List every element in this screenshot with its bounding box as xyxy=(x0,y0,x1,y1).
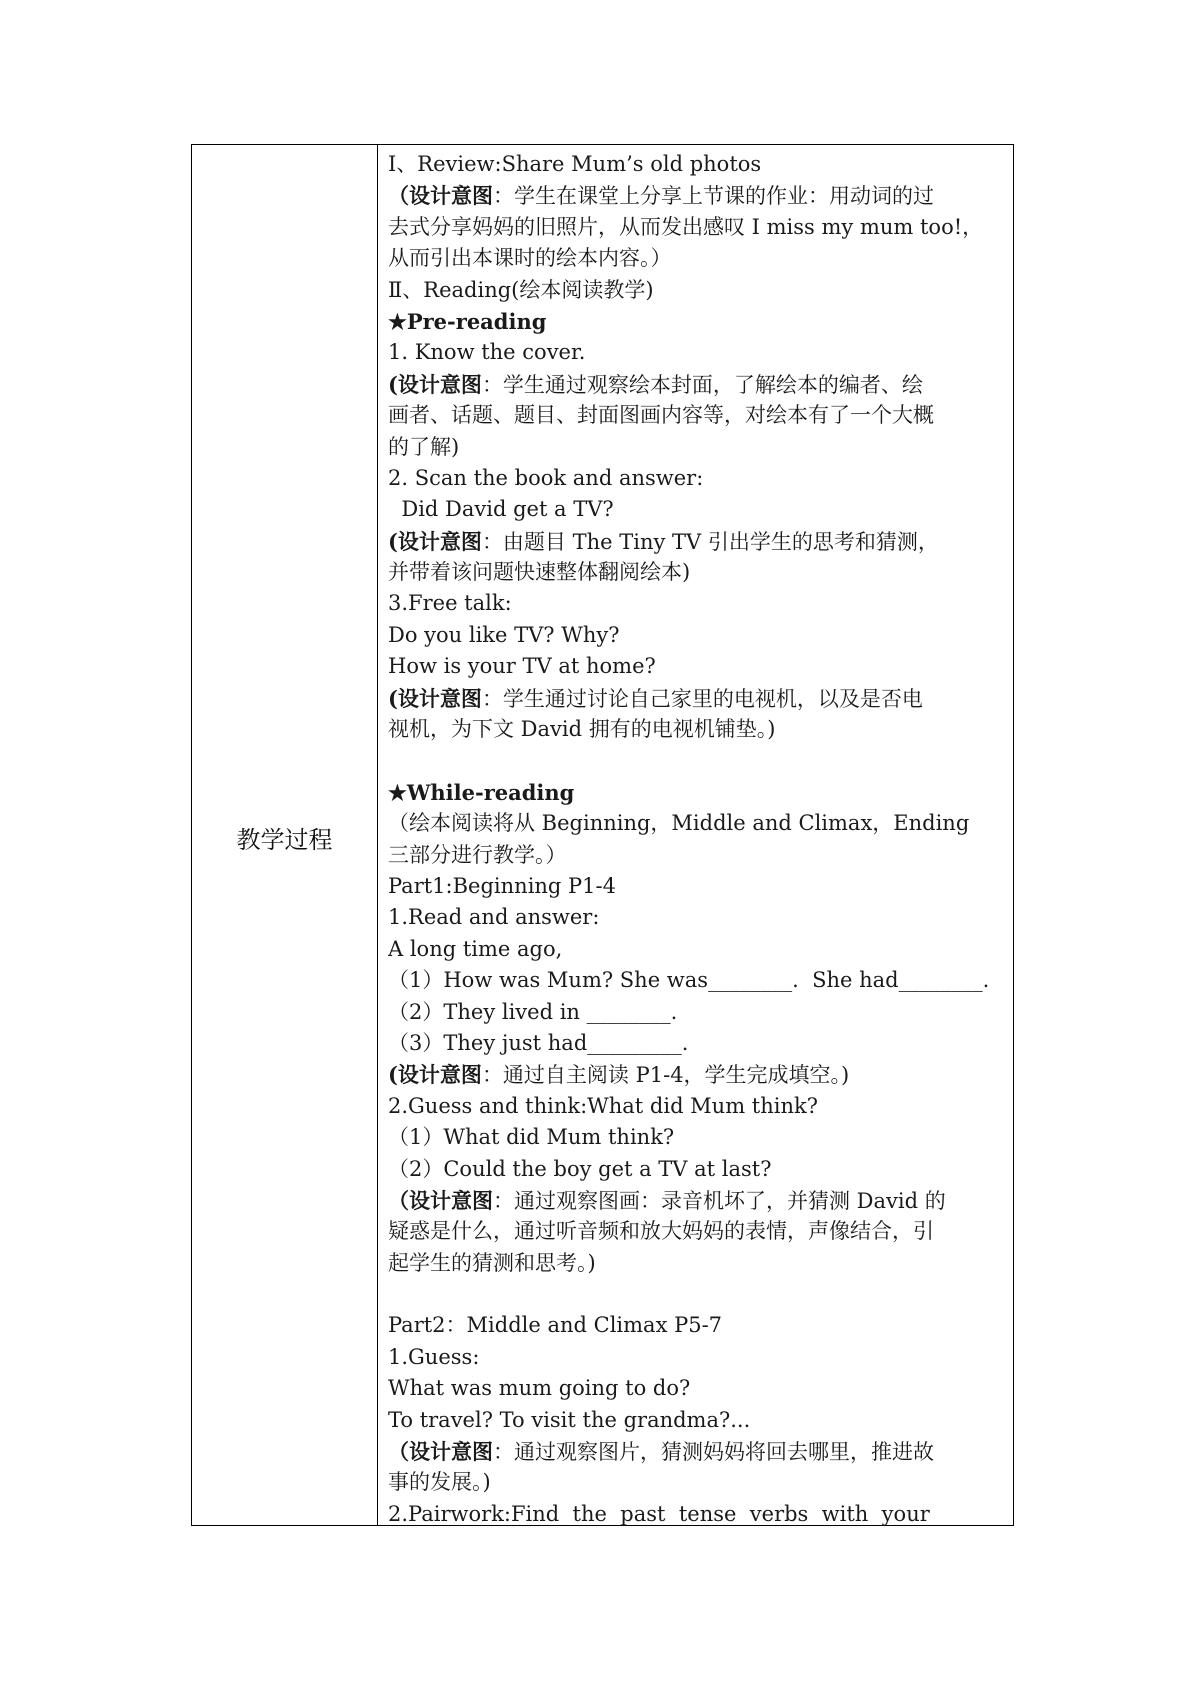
content-line xyxy=(388,965,1002,996)
line-text: （1）How was Mum? She was________. She had________. xyxy=(388,968,990,993)
section-heading: ★While-reading xyxy=(388,779,575,805)
content-line xyxy=(388,1216,1002,1247)
content-line xyxy=(388,997,1002,1028)
line-text: 视机，为下文 David 拥有的电视机铺垫。) xyxy=(388,717,776,742)
line-text: How is your TV at home? xyxy=(388,654,656,679)
line-text: （1）What did Mum think? xyxy=(388,1125,675,1150)
line-text: 2.Pairwork:Find the past tense verbs with your xyxy=(388,1501,930,1526)
design-intent-label: （设计意图 xyxy=(388,183,493,209)
content-line xyxy=(388,934,1002,965)
content-line xyxy=(388,1248,1002,1279)
line-text: （绘本阅读将从 Beginning，Middle and Climax，Ending xyxy=(388,811,970,836)
line-text: （3）They just had_________. xyxy=(388,1030,689,1055)
content-line xyxy=(388,620,1002,651)
content-line xyxy=(388,463,1002,494)
content-line xyxy=(388,840,1002,871)
line-text: 疑惑是什么，通过听音频和放大妈妈的表情，声像结合，引 xyxy=(388,1219,934,1244)
content-line xyxy=(388,1028,1002,1059)
content-line xyxy=(388,1091,1002,1122)
content-line xyxy=(388,1499,1002,1530)
design-intent-text: ：学生通过讨论自己家里的电视机，以及是否电 xyxy=(481,686,923,711)
content-line xyxy=(388,1373,1002,1404)
blank-line xyxy=(388,745,1002,776)
content-line xyxy=(388,871,1002,902)
line-text: Part1:Beginning P1-4 xyxy=(388,873,616,898)
design-intent-text: ：通过自主阅读 P1-4，学生完成填空。) xyxy=(481,1063,850,1088)
content-line xyxy=(388,306,1002,337)
line-text: 画者、话题、题目、封面图画内容等，对绘本有了一个大概 xyxy=(388,403,934,428)
design-intent-text: ：通过观察图画：录音机坏了，并猜测 David 的 xyxy=(493,1188,946,1213)
line-text: 1.Read and answer: xyxy=(388,905,600,930)
content-line xyxy=(388,588,1002,619)
line-text: What was mum going to do? xyxy=(388,1376,691,1401)
line-text: 的了解) xyxy=(388,434,460,459)
content-line xyxy=(388,369,1002,400)
line-text: Did David get a TV? xyxy=(388,497,614,522)
design-intent-text: ：通过观察图片，猜测妈妈将回去哪里，推进故 xyxy=(493,1440,934,1465)
content-line xyxy=(388,1405,1002,1436)
content-line xyxy=(388,212,1002,243)
section-heading: ★Pre-reading xyxy=(388,308,547,334)
design-intent-text: ：由题目 The Tiny TV 引出学生的思考和猜测， xyxy=(481,529,939,554)
design-intent-text: ：学生通过观察绘本封面，了解绘本的编者、绘 xyxy=(481,372,923,397)
design-intent-label: （设计意图 xyxy=(388,1439,493,1465)
content-line xyxy=(388,1185,1002,1216)
line-text: 1. Know the cover. xyxy=(388,340,586,365)
design-intent-label: (设计意图 xyxy=(388,685,482,711)
content-line xyxy=(388,149,1002,180)
content-line xyxy=(388,1342,1002,1373)
column-divider xyxy=(377,145,378,1525)
content-line xyxy=(388,243,1002,274)
content-line xyxy=(388,1154,1002,1185)
design-intent-label: (设计意图 xyxy=(388,371,482,397)
content-line xyxy=(388,714,1002,745)
blank-line xyxy=(388,1279,1002,1310)
design-intent-text: ：学生在课堂上分享上节课的作业：用动词的过 xyxy=(493,184,934,209)
line-text: 1.Guess: xyxy=(388,1344,480,1369)
lesson-table xyxy=(191,144,1014,1526)
content-cell xyxy=(388,149,1002,1530)
content-line xyxy=(388,1436,1002,1467)
content-line xyxy=(388,1310,1002,1341)
content-line xyxy=(388,651,1002,682)
content-line xyxy=(388,526,1002,557)
content-line xyxy=(388,683,1002,714)
content-line xyxy=(388,337,1002,368)
content-line xyxy=(388,902,1002,933)
content-line xyxy=(388,557,1002,588)
content-line xyxy=(388,432,1002,463)
line-text: 3.Free talk: xyxy=(388,591,512,616)
line-text: Ⅱ、Reading(绘本阅读教学) xyxy=(388,277,654,302)
line-text: 2. Scan the book and answer: xyxy=(388,465,704,490)
content-line xyxy=(388,1467,1002,1498)
content-line xyxy=(388,400,1002,431)
design-intent-label: （设计意图 xyxy=(388,1187,493,1213)
content-line xyxy=(388,1122,1002,1153)
line-text: Ⅰ、Review:Share Mum’s old photos xyxy=(388,152,762,176)
line-text: 并带着该问题快速整体翻阅绘本) xyxy=(388,560,691,585)
design-intent-label: (设计意图 xyxy=(388,528,482,554)
line-text: To travel? To visit the grandma?... xyxy=(388,1407,751,1432)
line-text: （2）They lived in ________. xyxy=(388,999,678,1024)
design-intent-label: (设计意图 xyxy=(388,1062,482,1088)
line-text: 起学生的猜测和思考。) xyxy=(388,1250,596,1275)
content-line xyxy=(388,180,1002,211)
line-text: 三部分进行教学。） xyxy=(388,842,567,867)
content-line xyxy=(388,1059,1002,1090)
line-text: （2）Could the boy get a TV at last? xyxy=(388,1156,772,1181)
line-text: 去式分享妈妈的旧照片，从而发出感叹 I miss my mum too!， xyxy=(388,214,984,239)
section-label: 教学过程 xyxy=(236,826,333,854)
line-text: Do you like TV? Why? xyxy=(388,622,620,647)
content-line xyxy=(388,275,1002,306)
line-text: 事的发展。) xyxy=(388,1470,491,1495)
content-line xyxy=(388,494,1002,525)
line-text: A long time ago, xyxy=(388,936,563,961)
line-text: Part2：Middle and Climax P5-7 xyxy=(388,1313,723,1338)
line-text: 2.Guess and think:What did Mum think? xyxy=(388,1093,818,1118)
content-line xyxy=(388,777,1002,808)
content-line xyxy=(388,808,1002,839)
line-text: 从而引出本课时的绘本内容。） xyxy=(388,246,672,271)
